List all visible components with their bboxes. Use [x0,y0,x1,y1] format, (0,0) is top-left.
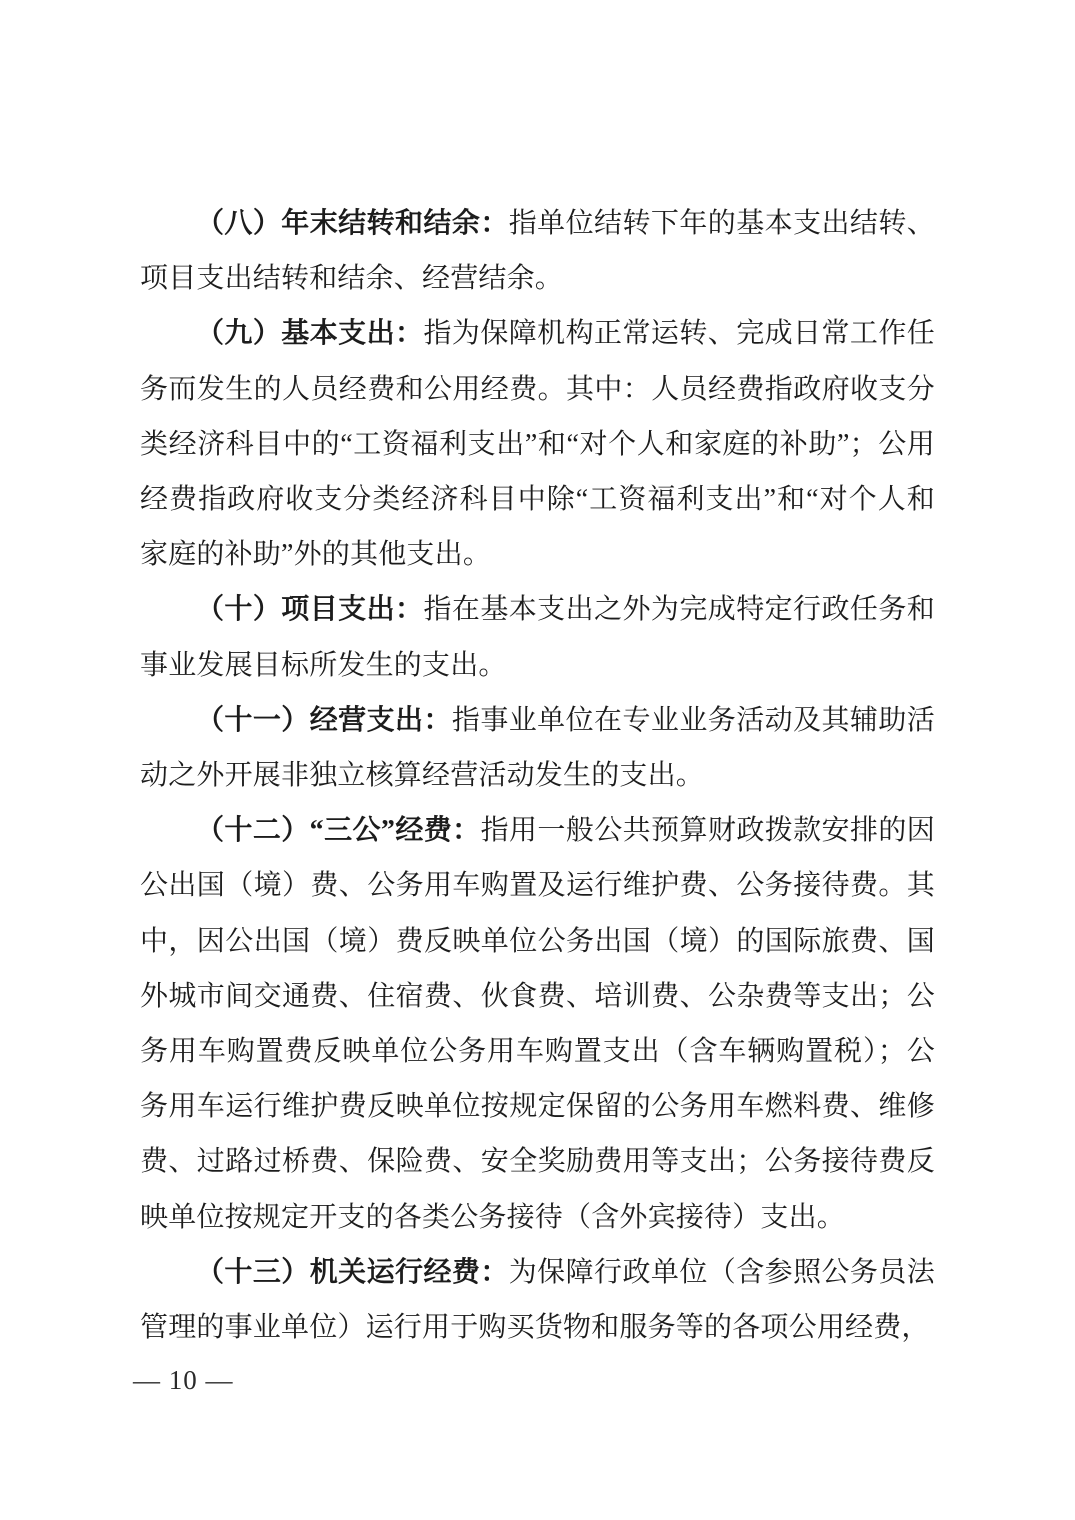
term-label: （十一）经营支出： [196,704,452,736]
paragraph-text: 指事业单位在专业业务活动及其辅助活动之外开展非独立核算经营活动发生的支出。 [140,704,935,792]
paragraph [140,196,935,306]
paragraph-text: 指单位结转下年的基本支出结转、项目支出结转和结余、经营结余。 [140,208,935,295]
term-label: （十二）“三公”经费： [196,815,481,847]
paragraph-text: 为保障行政单位（含参照公务员法管理的事业单位）运行用于购买货物和服务等的各项公用经费， [140,1256,935,1344]
term-label: （八）年末结转和结余： [196,208,509,239]
term-label: （九）基本支出： [196,318,424,350]
paragraph-text: 指为保障机构正常运转、完成日常工作任务而发生的人员经费和公用经费。其中：人员经费指政府收支分类经济科目中的“工资福利支出”和“对个人和家庭的补助”；公用经费指政府收支分类经济科目中除“工资福利支出”和“对个人和家庭的补助”外的其他支出。 [140,318,935,571]
paragraph [140,306,935,582]
paragraph [140,693,935,803]
page-number: — 10 — [133,1365,234,1395]
paragraph [140,582,935,692]
paragraph [140,1245,935,1355]
term-label: （十）项目支出： [196,594,424,626]
paragraph-text: 指在基本支出之外为完成特定行政任务和事业发展目标所发生的支出。 [140,594,935,681]
term-label: （十三）机关运行经费： [196,1256,509,1288]
paragraph [140,803,935,1245]
document-body [140,196,935,1355]
paragraph-text: 指用一般公共预算财政拨款安排的因公出国（境）费、公务用车购置及运行维护费、公务接待费。其中，因公出国（境）费反映单位公务出国（境）的国际旅费、国外城市间交通费、住宿费、伙食费、培训费、公杂费等支出；公务用车购置费反映单位公务用车购置支出（含车辆购置税）；公务用车运行维护费反映单位按规定保留的公务用车燃料费、维修费、过路过桥费、保险费、安全奖励费用等支出；公务接待费反映单位按规定开支的各类公务接待（含外宾接待）支出。 [140,815,936,1233]
